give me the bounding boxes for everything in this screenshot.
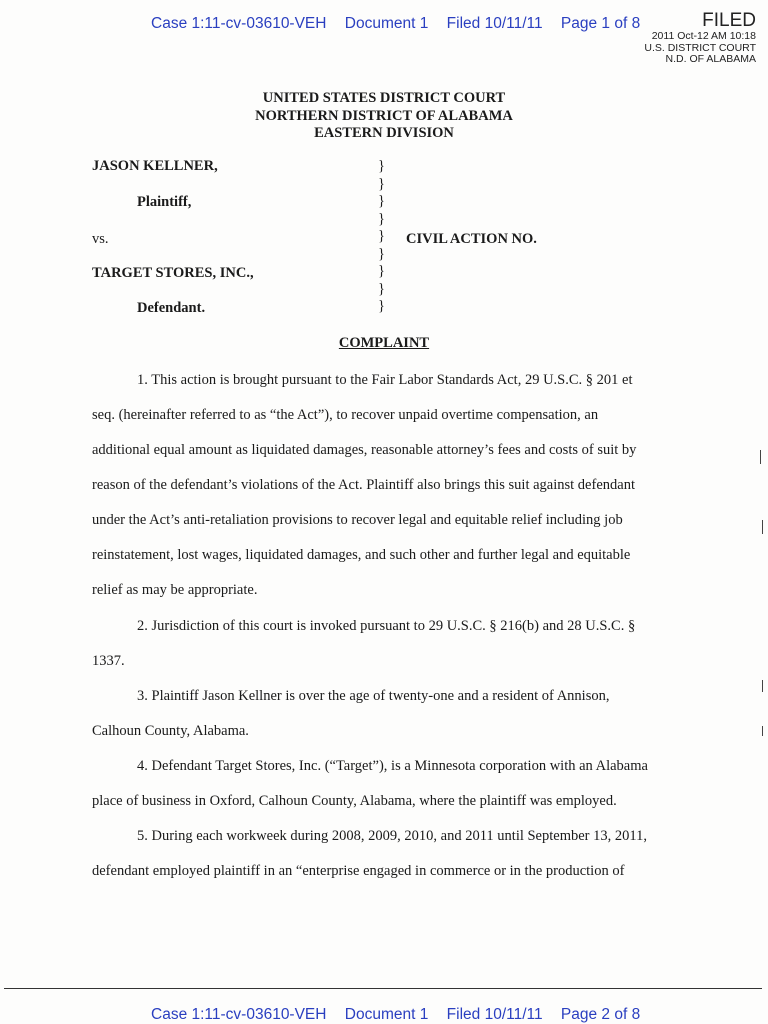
body-line: seq. (hereinafter referred to as “the Act”), to recover unpaid overtime compensation, an bbox=[92, 407, 599, 423]
court-name: UNITED STATES DISTRICT COURT bbox=[262, 90, 506, 106]
civil-action-label: CIVIL ACTION NO. bbox=[406, 231, 537, 247]
body-line: 3. Plaintiff Jason Kellner is over the age of twenty-one and a resident of Annison, bbox=[137, 688, 610, 704]
defendant-name: TARGET STORES, INC., bbox=[92, 265, 254, 281]
case-number: Case 1:11-cv-03610-VEH bbox=[151, 15, 327, 32]
body-line: reinstatement, lost wages, liquidated damages, and such other and further legal and equitable bbox=[92, 547, 631, 563]
case-number: Case 1:11-cv-03610-VEH bbox=[151, 1006, 327, 1023]
body-line: 1. This action is brought pursuant to the Fair Labor Standards Act, 29 U.S.C. § 201 et bbox=[137, 372, 633, 388]
scan-edge-mark bbox=[762, 520, 763, 534]
body-line: Calhoun County, Alabama. bbox=[92, 723, 249, 739]
body-line: place of business in Oxford, Calhoun County, Alabama, where the plaintiff was employed. bbox=[92, 793, 617, 809]
plaintiff-name: JASON KELLNER, bbox=[92, 158, 218, 174]
scan-edge-mark bbox=[762, 726, 763, 736]
filed-court: U.S. DISTRICT COURT bbox=[644, 41, 756, 54]
court-district: NORTHERN DISTRICT OF ALABAMA bbox=[255, 107, 513, 124]
scan-edge-mark bbox=[762, 680, 763, 692]
versus-label: vs. bbox=[92, 231, 109, 247]
body-line: 4. Defendant Target Stores, Inc. (“Target”), is a Minnesota corporation with an Alabama bbox=[137, 758, 648, 774]
document-number: Document 1 bbox=[344, 1006, 429, 1023]
body-line: 2. Jurisdiction of this court is invoked pursuant to 29 U.S.C. § 216(b) and 28 U.S.C. § bbox=[137, 618, 636, 634]
body-line: reason of the defendant’s violations of the Act. Plaintiff also brings this suit against defendant bbox=[92, 477, 635, 493]
filed-date: Filed 10/11/11 bbox=[446, 15, 543, 32]
caption-brace: } bbox=[378, 298, 385, 314]
plaintiff-role: Plaintiff, bbox=[137, 194, 192, 210]
body-line: under the Act’s anti-retaliation provisions to recover legal and equitable relief including job bbox=[92, 512, 623, 528]
caption-brace: } bbox=[378, 245, 385, 262]
caption-brace: } bbox=[378, 228, 385, 244]
caption-brace: } bbox=[378, 210, 385, 227]
filed-date: Filed 10/11/11 bbox=[446, 1006, 543, 1023]
caption-brace: } bbox=[378, 193, 385, 209]
caption-brace: } bbox=[378, 263, 385, 279]
caption-brace-column bbox=[378, 158, 385, 316]
caption-brace: } bbox=[378, 280, 385, 297]
filed-datetime: 2011 Oct-12 AM 10:18 bbox=[651, 30, 756, 42]
filed-district: N.D. OF ALABAMA bbox=[665, 53, 756, 65]
page-break-rule bbox=[4, 988, 762, 989]
caption-brace: } bbox=[378, 158, 385, 174]
court-heading bbox=[0, 90, 768, 143]
body-line: relief as may be appropriate. bbox=[92, 582, 258, 598]
filed-stamp bbox=[644, 11, 756, 66]
court-division: EASTERN DIVISION bbox=[314, 125, 454, 141]
body-line: additional equal amount as liquidated damages, reasonable attorney’s fees and costs of suit by bbox=[92, 442, 637, 458]
page-indicator: Page 1 of 8 bbox=[560, 15, 641, 32]
scan-edge-mark bbox=[760, 450, 761, 464]
body-line: 1337. bbox=[92, 653, 125, 669]
document-title: COMPLAINT bbox=[338, 335, 430, 351]
document-number: Document 1 bbox=[344, 15, 429, 32]
body-line: defendant employed plaintiff in an “enterprise engaged in commerce or in the production of bbox=[92, 863, 625, 879]
filed-label: FILED bbox=[702, 10, 756, 31]
caption-brace: } bbox=[378, 175, 385, 192]
page-indicator: Page 2 of 8 bbox=[560, 1006, 641, 1023]
body-line: 5. During each workweek during 2008, 2009, 2010, and 2011 until September 13, 2011, bbox=[137, 828, 647, 844]
ecf-header-stamp bbox=[151, 15, 654, 33]
ecf-next-page-stamp bbox=[151, 1006, 654, 1024]
defendant-role: Defendant. bbox=[137, 300, 206, 316]
